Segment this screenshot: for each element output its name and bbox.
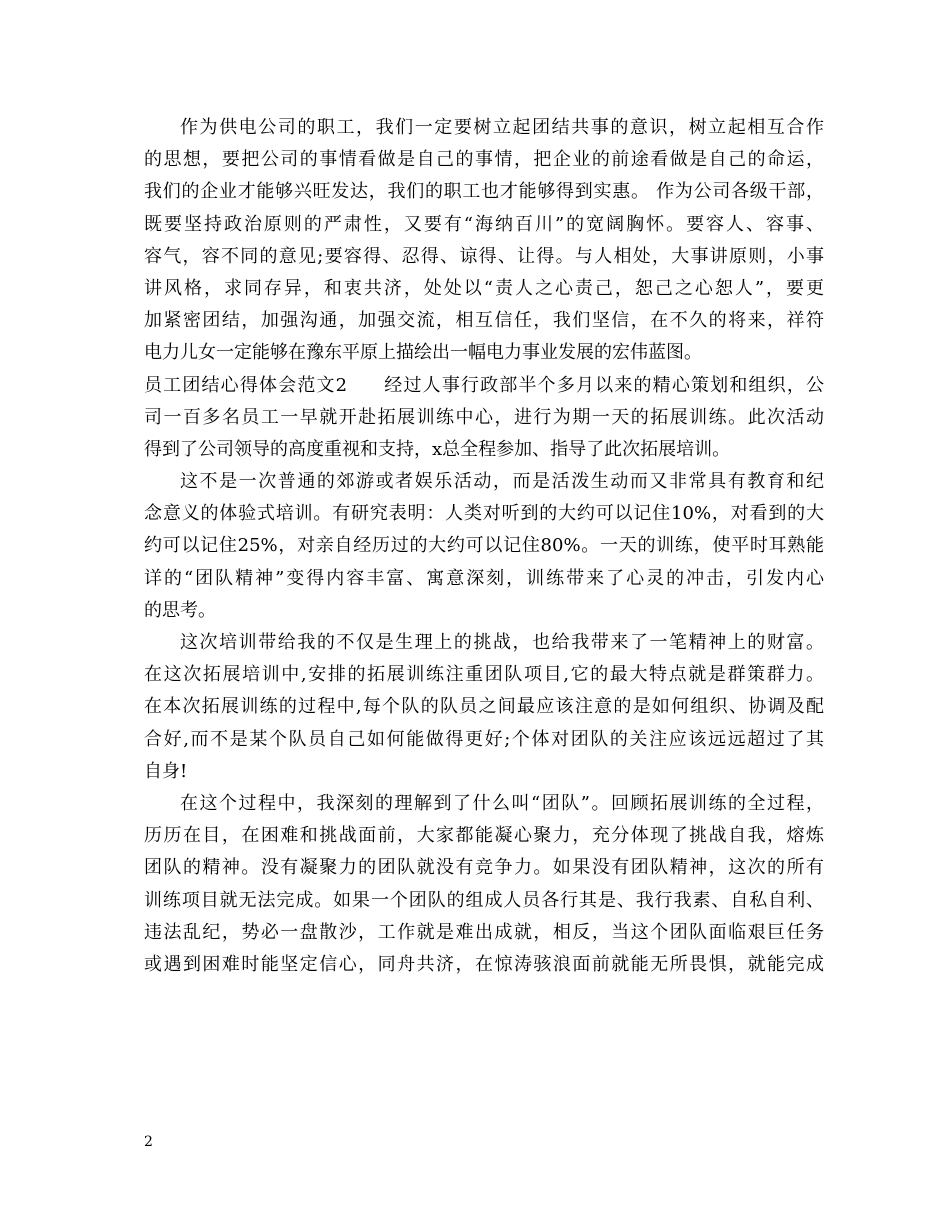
text-line: 司一百多名员工一早就开赴拓展训练中心，进行为期一天的拓展训练。此次活动	[144, 406, 824, 428]
text-line: 在本次拓展训练的过程中,每个队的队员之间最应该注意的是如何组织、协调及配	[144, 696, 824, 718]
page-number: 2	[144, 1134, 153, 1150]
text-line: 我们的企业才能够兴旺发达，我们的职工也才能够得到实惠。 作为公司各级干部，	[144, 181, 824, 203]
text-line: 团队的精神。没有凝聚力的团队就没有竞争力。如果没有团队精神，这次的所有	[144, 857, 824, 879]
text-line: 经过人事行政部半个多月以来的精心策划和组织，公	[383, 374, 825, 396]
text-line: 作为供电公司的职工，我们一定要树立起团结共事的意识，树立起相互合作	[180, 117, 824, 138]
text-line: 讲风格，求同存异，和衷共济，处处以“责人之心责己，恕己之心恕人”，要更	[144, 277, 824, 299]
text-line: 既要坚持政治原则的严肃性，又要有“海纳百川”的宽阔胸怀。要容人、容事、	[144, 213, 824, 235]
document-body	[144, 112, 824, 981]
text-line: 在这个过程中，我深刻的理解到了什么叫“团队”。回顾拓展训练的全过程，	[180, 792, 824, 814]
text-line: 详的“团队精神”变得内容丰富、寓意深刻，训练带来了心灵的冲击，引发内心	[144, 567, 824, 589]
text-line: 得到了公司领导的高度重视和支持，x总全程参加、指导了此次拓展培训。	[144, 438, 731, 460]
text-line: 在这次拓展培训中,安排的拓展训练注重团队项目,它的最大特点就是群策群力。	[144, 664, 824, 686]
text-line: 容气，容不同的意见;要容得、忍得、谅得、让得。与人相处，大事讲原则，小事	[144, 245, 824, 267]
text-line: 这次培训带给我的不仅是生理上的挑战，也给我带来了一笔精神上的财富。	[180, 632, 824, 653]
text-line: 念意义的体验式培训。有研究表明：人类对听到的大约可以记住10%，对看到的大	[144, 503, 824, 525]
text-line: 这不是一次普通的郊游或者娱乐活动，而是活泼生动而又非常具有教育和纪	[180, 471, 824, 493]
text-line: 合好,而不是某个队员自己如何能做得更好;个体对团队的关注应该远远超过了其	[144, 728, 824, 750]
text-line: 或遇到困难时能坚定信心，同舟共济，在惊涛骇浪面前就能无所畏惧，就能完成	[144, 953, 824, 975]
section-heading: 员工团结心得体会范文2	[144, 374, 348, 396]
text-line: 历历在目，在困难和挑战面前，大家都能凝心聚力，充分体现了挑战自我，熔炼	[144, 825, 824, 847]
text-line: 加紧密团结，加强沟通，加强交流，相互信任，我们坚信，在不久的将来，祥符	[144, 310, 824, 332]
text-line: 违法乱纪，势必一盘散沙，工作就是难出成就，相反，当这个团队面临艰巨任务	[144, 921, 824, 943]
text-line: 训练项目就无法完成。如果一个团队的组成人员各行其是、我行我素、自私自利、	[144, 889, 824, 911]
text-line: 约可以记住25%，对亲自经历过的大约可以记住80%。一天的训练，使平时耳熟能	[144, 535, 824, 557]
text-line: 的思想，要把公司的事情看做是自己的事情，把企业的前途看做是自己的命运，	[144, 149, 824, 171]
text-line: 自身!	[144, 760, 188, 782]
text-line: 的思考。	[144, 599, 216, 621]
section-heading-line	[144, 370, 824, 402]
text-line: 电力儿女一定能够在豫东平原上描绘出一幅电力事业发展的宏伟蓝图。	[144, 342, 702, 364]
